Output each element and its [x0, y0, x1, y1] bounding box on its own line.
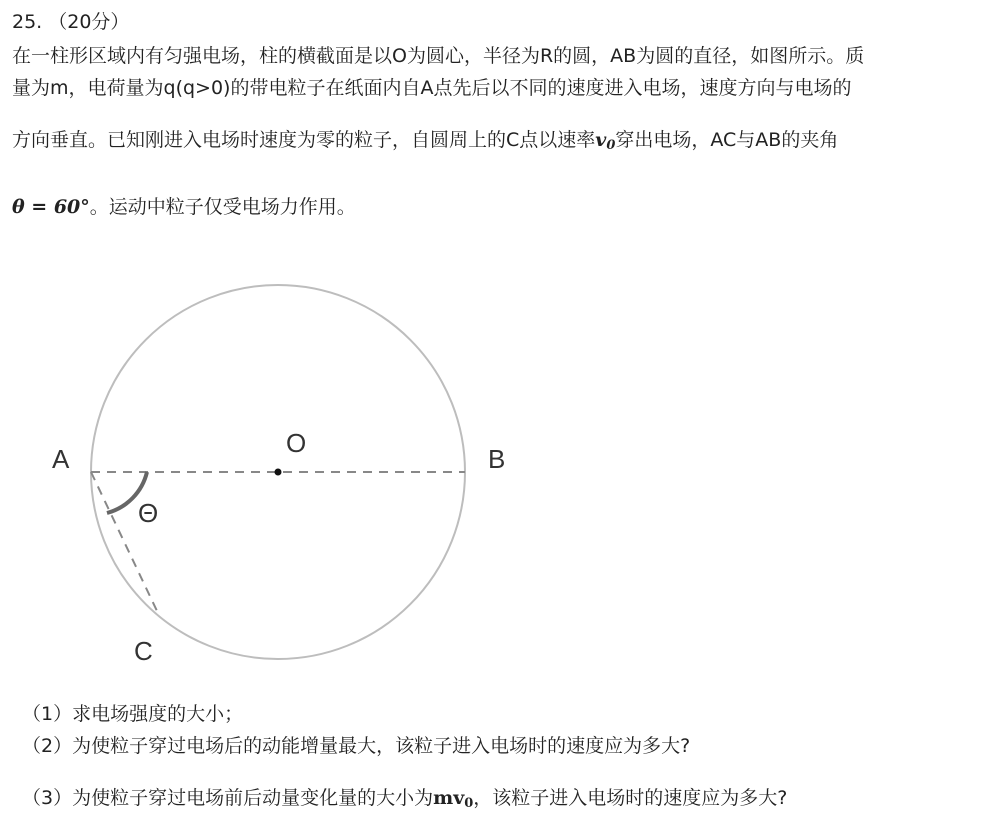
- question-1: （1）求电场强度的大小；: [22, 703, 244, 725]
- problem-line-3-text-a: 方向垂直。已知刚进入电场时速度为零的粒子，自圆周上的C点以速率: [12, 129, 596, 151]
- question-3-text-b: ，该粒子进入电场时的速度应为多大?: [473, 787, 788, 809]
- momentum-subscript: 0: [464, 796, 474, 811]
- label-o: O: [286, 428, 307, 458]
- problem-line-3-text-b: 穿出电场，AC与AB的夹角: [615, 129, 839, 151]
- question-2: （2）为使粒子穿过电场后的动能增量最大，该粒子进入电场时的速度应为多大?: [22, 735, 691, 757]
- problem-line-4-text: 。运动中粒子仅受电场力作用。: [89, 196, 356, 218]
- label-theta: Θ: [138, 498, 159, 528]
- velocity-subscript: 0: [606, 138, 616, 153]
- problem-header: 25. （20分）: [12, 11, 130, 33]
- label-a: A: [52, 444, 70, 474]
- momentum-symbol: [433, 787, 473, 809]
- question-3-text-a: （3）为使粒子穿过电场前后动量变化量的大小为: [22, 787, 434, 809]
- question-3: [22, 785, 787, 817]
- chord-ac-dashed: [91, 472, 157, 611]
- label-c: C: [134, 636, 153, 666]
- label-b: B: [488, 444, 506, 474]
- problem-line-2: 量为m，电荷量为q(q>0)的带电粒子在纸面内自A点先后以不同的速度进入电场，速度方向与电场的: [12, 77, 852, 99]
- momentum-var: mv: [433, 787, 465, 809]
- angle-equation: θ = 60°: [12, 196, 90, 218]
- problem-line-1: 在一柱形区域内有匀强电场，柱的横截面是以O为圆心，半径为R的圆，AB为圆的直径，如图所示。质: [12, 45, 865, 67]
- velocity-var: v: [595, 129, 607, 151]
- center-point-o: [275, 469, 282, 476]
